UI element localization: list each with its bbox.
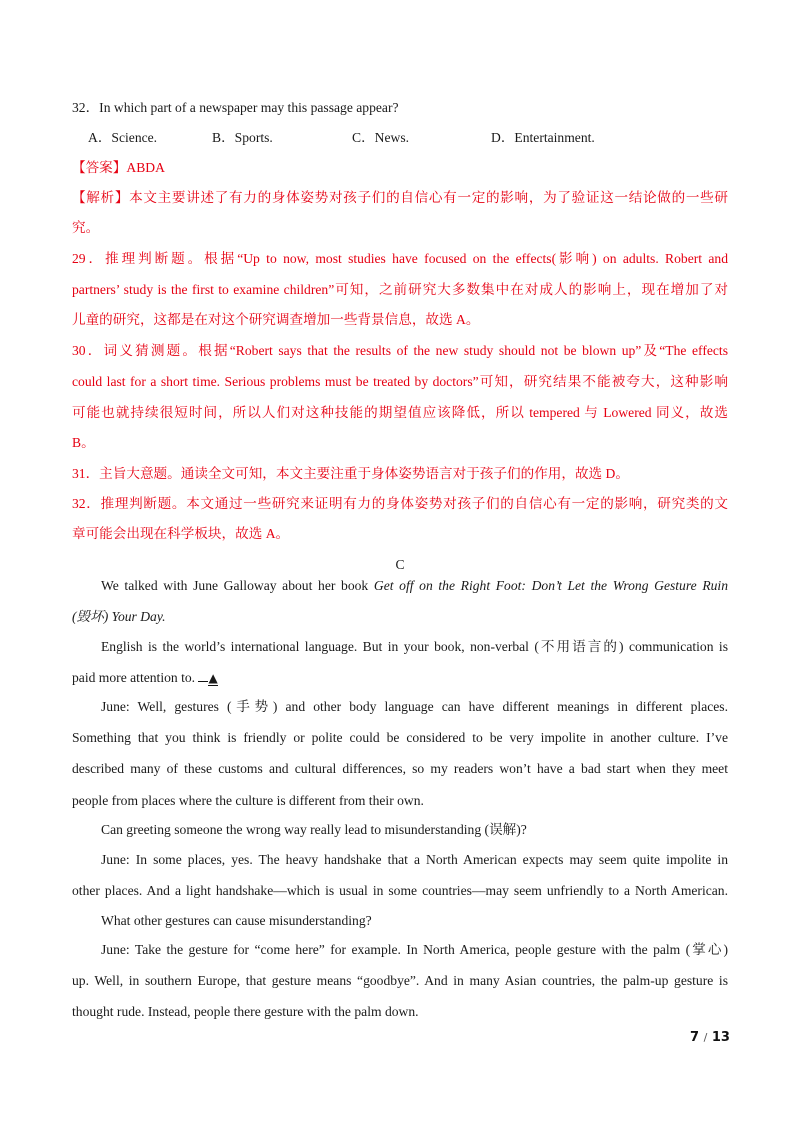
passage-line: people from places where the culture is different from their own. [72, 793, 424, 808]
option-d: D．Entertainment. [491, 130, 595, 145]
passage-line [72, 608, 728, 626]
analysis-line: 可能也就持续很短时间，所以人们对这种技能的期望值应该降低，所以 tempered 与 Lowered 同义，故选 [72, 405, 728, 420]
book-title-cont: (毁坏) Your Day. [72, 609, 166, 624]
option-b: B．Sports. [212, 130, 273, 145]
analysis-line: 32．推理判断题。本文通过一些研究来证明有力的身体姿势对孩子们的自信心有一定的影响，研究类的文 [72, 496, 728, 511]
book-title: Get off on the Right Foot: Don’t Let the Wrong Gesture Ruin [373, 578, 728, 593]
analysis-line: 31．主旨大意题。通读全文可知，本文主要注重于身体姿势语言对于孩子们的作用，故选 D。 [72, 466, 629, 481]
analysis-line: B。 [72, 435, 95, 450]
passage-intro [101, 577, 728, 595]
passage-line: described many of these customs and cultural differences, so my readers won’t have a bad start when they meet [72, 761, 728, 776]
page-current: 7 [690, 1030, 700, 1045]
analysis-line: partners’ study is the first to examine children”可知，之前研究大多数集中在对成人的影响上，现在增加了对 [72, 282, 728, 297]
option-c: C．News. [352, 130, 410, 145]
passage-line: English is the world’s international language. But in your book, non-verbal (不用语言的) communication is [101, 639, 728, 654]
intro-prefix: We talked with June Galloway about her book [101, 578, 374, 593]
passage-line: What other gestures can cause misunderstanding? [101, 913, 372, 928]
question-stem: 32．In which part of a newspaper may this passage appear? [72, 100, 399, 115]
blank-triangle-icon: ▲ [208, 671, 218, 685]
passage-line: June: In some places, yes. The heavy handshake that a North American expects may seem quite impolite in [101, 852, 728, 867]
answer-blank [198, 669, 217, 687]
analysis-line: 【解析】本文主要讲述了有力的身体姿势对孩子们的自信心有一定的影响，为了验证这一结论做的一些研 [72, 190, 728, 205]
passage-line: up. Well, in southern Europe, that gesture means “goodbye”. And in many Asian countries, the palm-up gesture is [72, 973, 728, 988]
analysis-line: 30．词义猜测题。根据“Robert says that the results of the new study should not be blown up”及“The effects [72, 343, 728, 358]
analysis-line: could last for a short time. Serious problems must be treated by doctors”可知，研究结果不能被夸大，这种影响 [72, 374, 728, 389]
passage-line: June: Take the gesture for “come here” for example. In North America, people gesture with the palm (掌心) [101, 942, 728, 957]
page-separator: / [703, 1031, 708, 1044]
analysis-line: 章可能会出现在科学板块，故选 A。 [72, 526, 290, 541]
passage-line: thought rude. Instead, people there gesture with the palm down. [72, 1004, 419, 1019]
option-a: A．Science. [88, 130, 158, 145]
passage-line: Something that you think is friendly or polite could be considered to be very impolite in another culture. I’ve [72, 730, 728, 745]
page-total: 13 [711, 1030, 730, 1045]
answer-key: 【答案】ABDA [72, 160, 165, 175]
passage-line: Can greeting someone the wrong way really lead to misunderstanding (误解)? [101, 822, 527, 837]
analysis-line: 29．推理判断题。根据“Up to now, most studies have focused on the effects(影响) on adults. Robert and [72, 251, 728, 266]
analysis-line: 儿童的研究，这都是在对这个研究调查增加一些背景信息，故选 A。 [72, 312, 480, 327]
passage-text: paid more attention to. [72, 670, 196, 685]
passage-line: other places. And a light handshake―which is usual in some countries—may seem unfriendly to a North American. [72, 883, 728, 898]
passage-line [72, 669, 728, 687]
page-number [690, 1030, 730, 1045]
passage-line: June: Well, gestures (手势) and other body language can have different meanings in different places. [101, 699, 728, 714]
section-heading: C [395, 557, 405, 572]
analysis-line: 究。 [72, 220, 100, 235]
